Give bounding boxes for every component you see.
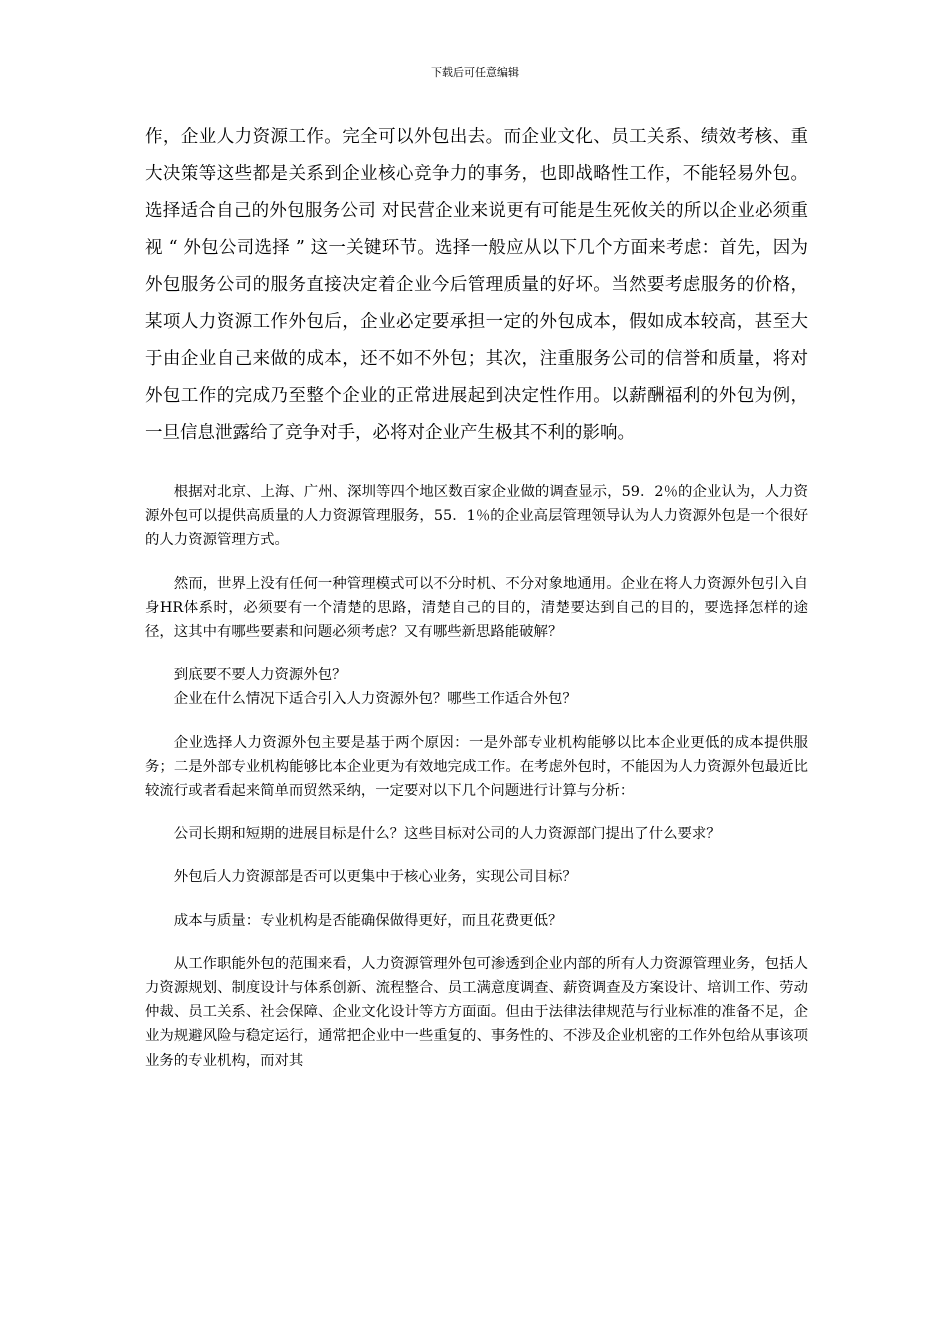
question-when-outsource: 企业在什么情况下适合引入人力资源外包？哪些工作适合外包？ bbox=[173, 691, 577, 708]
question-whether-outsource: 到底要不要人力资源外包？ bbox=[173, 667, 347, 684]
question-goals: 公司长期和短期的进展目标是什么？这些目标对公司的人力资源部门提出了什么要求？ bbox=[173, 826, 721, 843]
paragraph-survey: 根据对北京、上海、广州、深圳等四个地区数百家企业做的调查显示，59．2％的企业认为，人力资源外包可以提供高质量的人力资源管理服务，55．1％的企业高层管理领导认为人力资源外包是一个很好的人力资源管理方式。 bbox=[145, 484, 808, 549]
document-body bbox=[145, 119, 808, 1073]
question-core-business: 外包后人力资源部是否可以更集中于核心业务，实现公司目标？ bbox=[173, 869, 577, 886]
question-cost-quality: 成本与质量：专业机构是否能确保做得更好，而且花费更低？ bbox=[173, 912, 563, 929]
paragraph-reasons: 企业选择人力资源外包主要是基于两个原因：一是外部专业机构能够以比本企业更低的成本提供服务；二是外部专业机构能够比本企业更为有效地完成工作。在考虑外包时，不能因为人力资源外包最近比较流行或者看起来简单而贸然采纳，一定要对以下几个问题进行计算与分析： bbox=[145, 734, 808, 800]
lead-paragraph: 作，企业人力资源工作。完全可以外包出去。而企业文化、员工关系、绩效考核、重大决策等这些都是关系到企业核心竞争力的事务，也即战略性工作，不能轻易外包。选择适合自己的外包服务公司 对民营企业来说更有可能是生死攸关的所以企业必须重视 “ 外包公司选择 ” 这一关键环节。选择一般应从以下几个方面来考虑：首先，因为外包服务公司的服务直接决定着企业今后管理质量的好坏。当然要考虑服务的价格，某项人力资源工作外包后，企业必定要承担一定的外包成本，假如成本较高，甚至大于由企业自己来做的成本，还不如不外包；其次，注重服务公司的信誉和质量，将对外包工作的完成乃至整个企业的正常进展起到决定性作用。以薪酬福利的外包为例，一旦信息泄露给了竞争对手，必将对企业产生极其不利的影响。 bbox=[145, 127, 808, 443]
paragraph-management-mode: 然而，世界上没有任何一种管理模式可以不分时机、不分对象地通用。企业在将人力资源外包引入自身HR体系时，必须要有一个清楚的思路，清楚自己的目的，清楚要达到自己的目的，要选择怎样的途径，这其中有哪些要素和问题必须考虑？又有哪些新思路能破解？ bbox=[145, 575, 808, 641]
paragraph-scope: 从工作职能外包的范围来看，人力资源管理外包可渗透到企业内部的所有人力资源管理业务，包括人力资源规划、制度设计与体系创新、流程整合、员工满意度调查、薪资调查及方案设计、培训工作、劳动仲裁、员工关系、社会保障、企业文化设计等方方面面。但由于法律法律规范与行业标准的准备不足，企业为规避风险与稳定运行，通常把企业中一些重复的、事务性的、不涉及企业机密的工作外包给从事该项业务的专业机构，而对其 bbox=[145, 955, 808, 1069]
page-header: 下载后可任意编辑 bbox=[431, 66, 519, 79]
